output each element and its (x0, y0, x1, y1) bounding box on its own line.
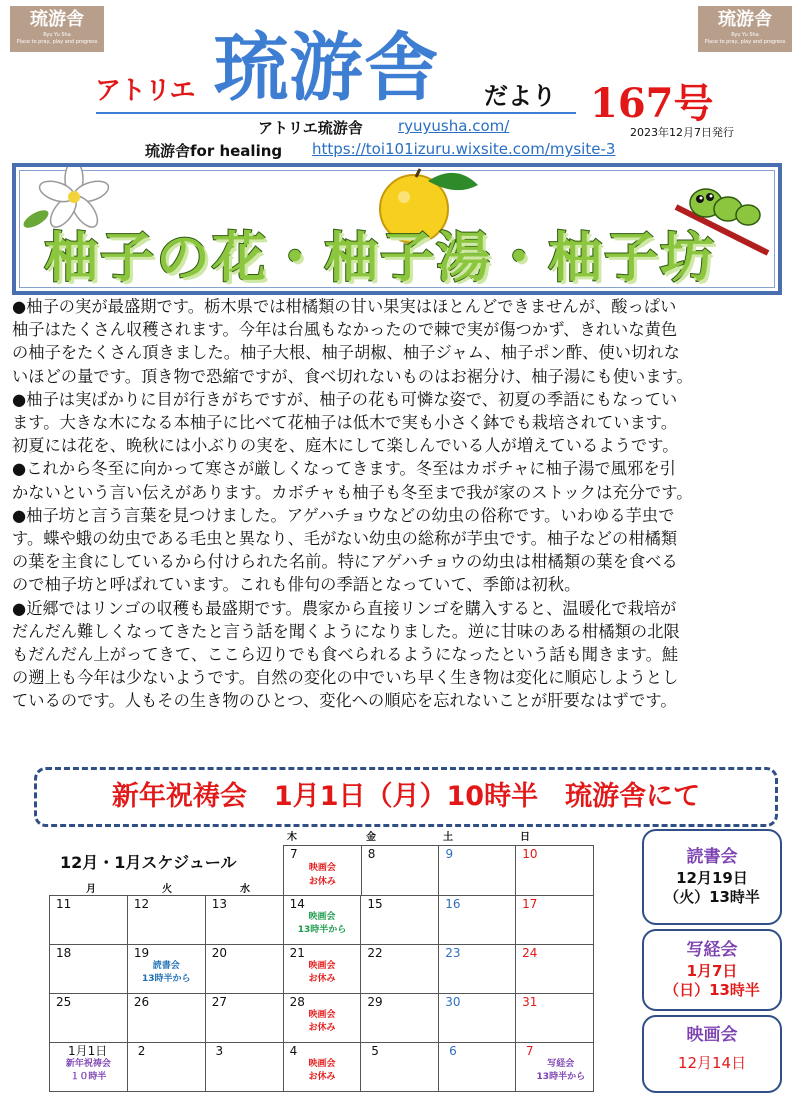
article-line: の柚子をたくさん頂きました。柚子大根、柚子胡椒、柚子ジャム、柚子ポン酢、使い切れな (12, 343, 680, 363)
article-line: もだんだん上がってきて、ここら辺りでも食べられるようになったという話も聞きます。鮭 (12, 645, 679, 665)
article-line: ●柚子坊と言う言葉を見つけました。アゲハチョウなどの幼虫の俗称です。いわゆる芋虫で (12, 505, 675, 525)
calendar-day: 27 (205, 994, 283, 1043)
sutra-copying-time: （日）13時半 (664, 981, 760, 999)
calendar-day: 13 (205, 896, 283, 945)
article-line: かないという言い伝えがあります。カボチャも柚子も冬至まで我が家のストックは充分です。 (12, 482, 693, 502)
calendar-day: 2 (127, 1043, 205, 1092)
reading-club-time: （火）13時半 (664, 888, 760, 906)
calendar-day: 4 映画会 お休み (283, 1043, 361, 1092)
article-line: の葉を主食にしているから付けられた名前。特にアゲハチョウの幼虫は柑橘類の葉を食べる (12, 552, 678, 572)
masthead-underline (96, 112, 576, 114)
article-line: す。蝶や蛾の幼虫である毛虫と異なり、毛がない幼虫の総称が芋虫です。柚子などの柑橘類 (12, 529, 678, 549)
calendar-day: 18 (50, 945, 128, 994)
article-line: 柚子はたくさん収穫されます。今年は台風もなかったので棘で実が傷つかず、きれいな黄色 (12, 320, 678, 340)
logo-title: 琉游舎 (30, 9, 84, 30)
calendar-day: 29 (361, 994, 439, 1043)
calendar-day: 7 映画会 お休み (284, 846, 362, 896)
article-line: 初夏には花を、晩秋には小ぶりの実を、庭木にして楽しんでいる人が増えているようです。 (12, 436, 679, 456)
calendar-day: 6 (439, 1043, 516, 1092)
calendar-grid (49, 895, 594, 1092)
day-header-sun: 日 (520, 832, 530, 843)
movie-club-title: 映画会 (686, 1025, 738, 1045)
article-line: ので柚子坊と呼ばれています。これも俳句の季語となっていて、季節は初秋。 (12, 575, 581, 595)
article-line: ます。大きな木になる本柚子に比べて花柚子は低木で実も小さく鉢でも栽培されています。 (12, 413, 678, 433)
calendar-day: 12 (127, 896, 205, 945)
article-line: の遡上も今年は少ないようです。自然の変化の中でいち早く生き物は変化に順応しようとし (12, 668, 679, 688)
calendar-day: 11 (50, 896, 128, 945)
calendar-day: 22 (361, 945, 439, 994)
day-header-sat: 土 (443, 832, 453, 843)
site1-label: アトリエ琉游舎 (258, 119, 363, 137)
day-header-mon: 月 (86, 884, 96, 895)
calendar-day: 20 (205, 945, 283, 994)
calendar-day: 8 (361, 846, 439, 896)
movie-club-date: 12月14日 (677, 1054, 747, 1072)
reading-club-date: 12月19日 (676, 869, 748, 887)
site2-label: 琉游舎for healing (145, 142, 283, 160)
logo-right (698, 6, 792, 52)
calendar-day: 26 (127, 994, 205, 1043)
issue-number: 167号 (590, 80, 714, 127)
calendar-day: 19 読書会 13時半から (127, 945, 205, 994)
calendar-day: 17 (516, 896, 594, 945)
sutra-copying-title: 写経会 (686, 940, 738, 960)
calendar-day: 7 写経会 13時半から (516, 1043, 594, 1092)
calendar-day: 28 映画会 お休み (283, 994, 361, 1043)
article-line: ●これから冬至に向かって寒さが厳しくなってきます。冬至はカボチャに柚子湯で風邪を引 (12, 459, 676, 479)
schedule-title: 12月・1月スケジュール (60, 853, 237, 872)
day-header-wed: 水 (240, 884, 250, 895)
logo-left (10, 6, 104, 52)
calendar-day: 14 映画会 13時半から (283, 896, 361, 945)
logo-sub1: Ryu Yu Sha (731, 32, 759, 38)
reading-club-box (642, 829, 782, 925)
logo-title: 琉游舎 (718, 9, 772, 30)
calendar-day: 24 (516, 945, 594, 994)
calendar-day: 3 (205, 1043, 283, 1092)
article-line: ●柚子の実が最盛期です。栃木県では柑橘類の甘い果実はほとんどできませんが、酸っぱい (12, 297, 677, 316)
movie-club-box (642, 1015, 782, 1093)
day-header-fri: 金 (366, 832, 376, 843)
logo-sub2: Place to pray, play and progress (704, 39, 786, 45)
masthead-title: 琉游舎 (214, 25, 439, 111)
article-line: ●近郷ではリンゴの収穫も最盛期です。農家から直接リンゴを購入すると、温暖化で栽培が (12, 598, 677, 618)
calendar-day: 31 (516, 994, 594, 1043)
logo-sub1: Ryu Yu Sha (43, 32, 71, 38)
banner-title: 柚子の花・柚子湯・柚子坊 (44, 226, 716, 289)
article-line: ているのです。人もその生き物のひとつ、変化への順応を忘れないことが肝要なはずです。 (12, 691, 677, 711)
site2-link[interactable]: https://toi101izuru.wixsite.com/mysite-3 (312, 140, 616, 158)
article-line: ●柚子は実ばかりに目が行きがちですが、柚子の花も可憐な姿で、初夏の季語にもなってい (12, 389, 678, 409)
calendar-day: 21 映画会 お休み (283, 945, 361, 994)
article-body (12, 295, 784, 713)
day-header-thu: 木 (287, 832, 297, 843)
logo-sub2: Place to pray, play and progress (16, 39, 98, 45)
calendar-day: 15 (361, 896, 439, 945)
calendar-day: 16 (439, 896, 516, 945)
reading-club-title: 読書会 (686, 847, 738, 867)
sutra-copying-date: 1月7日 (686, 962, 738, 980)
new-year-event-text: 新年祝祷会 1月1日（月）10時半 琉游舎にて (111, 781, 701, 812)
calendar-day: 25 (50, 994, 128, 1043)
title-banner (12, 163, 782, 295)
calendar-day: 1月1日 新年祝祷会 １０時半 (50, 1043, 128, 1092)
calendar-day: 30 (439, 994, 516, 1043)
article-line: いほどの量です。頂き物で恐縮ですが、食べ切れないものはお裾分け、柚子湯にも使います。 (12, 366, 693, 386)
sutra-copying-box (642, 929, 782, 1011)
masthead-dayori: だより (484, 82, 556, 110)
day-header-tue: 火 (162, 884, 172, 895)
calendar-week1 (283, 845, 594, 896)
calendar-day: 9 (439, 846, 516, 896)
issue-date: 2023年12月7日発行 (630, 126, 734, 139)
site1-link[interactable]: ryuyusha.com/ (398, 117, 510, 135)
calendar-day: 10 (516, 846, 594, 896)
calendar-day: 23 (439, 945, 516, 994)
article-line: だんだん難しくなってきたと言う話を聞くようになりました。逆に甘味のある柑橘類の北限 (12, 621, 680, 641)
new-year-event-box (34, 767, 778, 827)
calendar-day: 5 (361, 1043, 439, 1092)
masthead-atelier: アトリエ (95, 76, 195, 106)
